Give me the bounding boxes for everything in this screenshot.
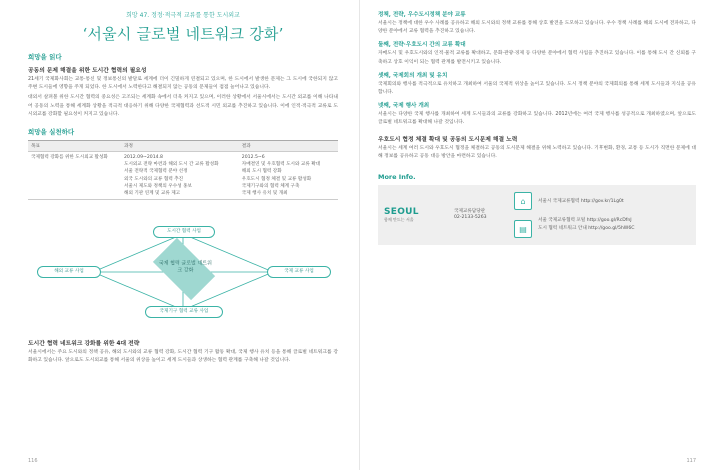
section1-para2: 대외서 살펴볼 위한 도시간 협력의 중요성은 고조되는 세계화 속에서 더욱 커지고 있으며, 이러한 상황에서 서울시에서는 도시간 외교를 이해 나타내어 공동의 노력을 통해 세계화 상황을 적극적 대응하기 위해 다양한 국제협력과 선도적 시민 외교를 추진하고 있습니다. 이에 인적·적극적 교류로 도시외교를 강화할 필요성이 커지고 있습니다. (28, 95, 338, 117)
section-label-read: 희망을 읽다 (28, 53, 62, 61)
right-block-4-para: 서울시는 다양한 국제 행사를 개최하여 세계 도시들과의 교류를 강화하고 있습니다. 2012년에는 여러 국제 행사를 성공적으로 개최하였으며, 앞으로도 글로벌 네트워크를 확대해 나갈 것입니다. (378, 112, 696, 126)
section-label-practice: 희망을 실천하다 (28, 128, 75, 137)
page-number-right: 117 (686, 458, 696, 464)
diagram-node-bottom: 국제기구 협력 교류 사업 (145, 306, 223, 318)
section1-para1: 21세기 국제화사회는 교통·통신 및 정보통신의 발달로 세계에 더이 긴밀하게 연결되고 있으며, 한 도시에서 발생한 문제는 그 도시에 국한되지 않고 주변 도시들에 영향을 주게 되었다. 한 도시에서 노력한다고 해결되지 않는 공동의 문제들이 점점 늘어나고 있습니다. (28, 77, 338, 91)
seoul-brand (384, 207, 454, 223)
right-page (360, 0, 720, 470)
link-3[interactable] (538, 225, 690, 233)
right-block-2-para: 자매도시 및 우호도시와의 인적·물적 교류를 확대하고, 문화·관광·경제 등 다양한 분야에서 협력 사업을 추진하고 있습니다. 이를 통해 도시 간 신뢰를 구축하고 상호 이익이 되는 협력 관계를 발전시키고 있습니다. (378, 51, 696, 65)
page-title: ‘서울시 글로벌 네트워크 강화’ (82, 25, 284, 43)
diagram-node-left: 해외 교류 사업 (37, 266, 101, 278)
link-1-url[interactable]: http://gov.kr/1Lg0t (580, 198, 624, 204)
more-info-box (378, 185, 696, 245)
link-3-url[interactable]: http://goo.gl/5hW6C (588, 225, 635, 231)
table-header-goal: 목표 (28, 141, 121, 152)
diagram-core-label: 국제 협력 글로벌 네트워크 강화 (158, 260, 212, 274)
link-icons (512, 192, 534, 238)
goal-process-result-table (28, 140, 338, 200)
contact-department: 국제교류담당관 (454, 208, 486, 214)
right-block-3-heading: 셋째, 국제회의 개최 및 유치 (378, 72, 448, 79)
right-block-1-para: 서울시는 정책에 대한 우수 사례를 공유하고 해외 도시와의 정책 교류를 통해 상호 발전을 도모하고 있습니다. 우수 정책 사례를 해외 도시에 전파하고, 다양한 분야에서 교류 협력을 추진하고 있습니다. (378, 21, 696, 35)
table-header-process: 과정 (121, 141, 239, 152)
more-info-label: More Info. (378, 173, 416, 182)
link-1[interactable] (538, 198, 690, 206)
home-icon[interactable]: ⌂ (514, 192, 532, 210)
seoul-logo: SEOUL (384, 207, 419, 218)
table-header-result: 결과 (239, 141, 338, 152)
link-2-label: 서울 국제교류협력 포털 (538, 218, 586, 224)
document-icon[interactable]: ▤ (514, 220, 532, 238)
contact-phone: 02-2133-5263 (454, 215, 487, 221)
right-block-3-para: 국제회의와 행사를 적극적으로 유치하고 개최하여 서울의 국제적 위상을 높이고 있습니다. 도시 정책 분야의 국제회의를 통해 세계 도시들과 지식을 공유합니다. (378, 81, 696, 96)
diagram-node-top: 도시간 협력 사업 (153, 226, 215, 238)
page-number-left: 116 (28, 458, 38, 464)
section-supertitle: 희망 47. 정정·적극적 교류를 통한 도시외교 (126, 12, 240, 19)
right-block-2-heading: 둘째, 전략·우호도시 간의 교류 확대 (378, 42, 466, 49)
section3-para: 서울시에서는 주요 도시와의 정책 공유, 해외 도시와의 교류 협력 강화, 도시간 협력 기구 활동 확대, 국제 행사 유치 등을 통해 글로벌 네트워크를 강화하고 있습니다. 앞으로도 도시외교를 통해 서울의 위상을 높이고 세계 도시들과 상생하는 협력 관계를 구축해 나갈 것입니다. (28, 350, 338, 364)
section3-heading: 도시간 협력 네트워크 강화를 위한 4대 전략 (28, 341, 140, 348)
seoul-tagline: 함께 만드는 서울 (384, 217, 414, 223)
link-2-url[interactable]: http://goo.gl/RcDfnJ (586, 218, 632, 224)
table-row (28, 152, 338, 200)
table-cell-result: 2012.5~6 자매결연 및 우호협력 도시와 교류 확대 해외 도시 협력 강화 우호도시 협정 체결 및 교류 활성화 국제기구와의 협력 체계 구축 국제 행사 유치 및 개최 (239, 152, 338, 200)
diagram-node-right: 국제 교류 사업 (267, 266, 331, 278)
right-block-5-para: 서울시는 세계 여러 도시와 우호도시 협정을 체결하고 공동의 도시문제 해결을 위해 노력하고 있습니다. 기후변화, 환경, 교통 등 도시가 직면한 문제에 대해 정보를 공유하고 공동 대응 방안을 마련하고 있습니다. (378, 145, 696, 159)
link-list (534, 198, 690, 233)
strategy-diagram (33, 222, 333, 322)
right-block-4-heading: 넷째, 국제 행사 개최 (378, 103, 430, 110)
link-1-label: 서울시 국제교류협력 (538, 198, 580, 204)
link-3-label: 도시 협력 네트워크 안내 (538, 225, 587, 231)
table-cell-process: 2012.09~2014.8 도시외교 전략 마련과 해외 도시 간 교류 활성화 서울 전략적 국제협력 분야 선정 외국 도시와의 교류 협력 추진 서울시 제도와 정책의 우수성 홍보 해외 기관 연계 및 교류 제고 (121, 152, 239, 200)
section1-heading: 공동의 문제 해결을 위한 도시간 협력의 필요성 (28, 68, 147, 74)
table-cell-goal: 국제협력 강화를 위한 도시외교 활성화 (28, 152, 121, 200)
contact-block (454, 209, 512, 222)
right-block-5-heading: 우호도시 협정 체결 확대 및 공동의 도시문제 해결 노력 (378, 136, 518, 143)
link-2[interactable] (538, 217, 690, 225)
right-block-1-heading: 정책, 전략, 우수도시정책 분야 교류 (378, 12, 466, 18)
